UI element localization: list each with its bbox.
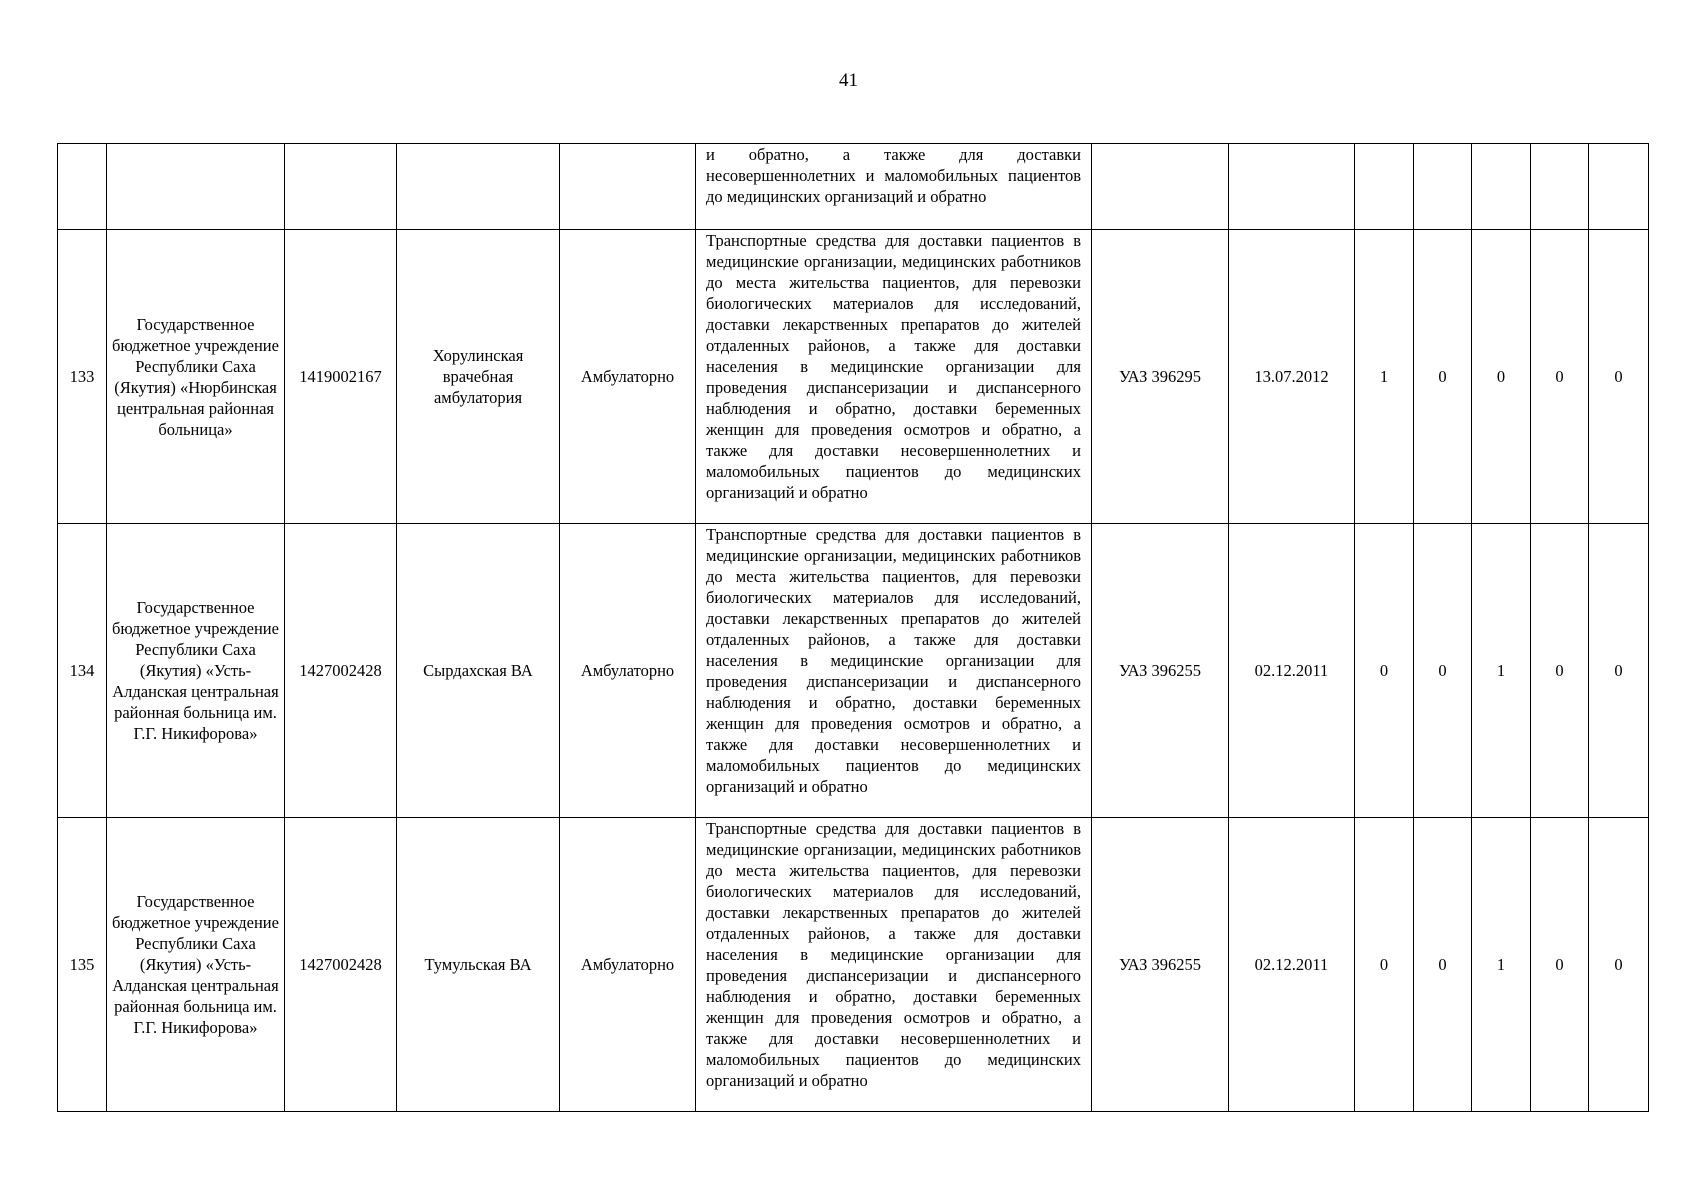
cell-care-type: Амбулаторно — [560, 818, 696, 1112]
cell-count-1: 0 — [1355, 818, 1414, 1112]
cell-vehicle: УАЗ 396295 — [1092, 230, 1229, 524]
cell-count-2 — [1414, 144, 1472, 230]
cell-count-2: 0 — [1414, 230, 1472, 524]
cell-count-4: 0 — [1531, 524, 1589, 818]
cell-date: 02.12.2011 — [1229, 524, 1355, 818]
cell-purpose: и обратно, а также для доставки несовершеннолетних и маломобильных пациентов до медицинских организаций и обратно — [696, 144, 1092, 230]
cell-count-1 — [1355, 144, 1414, 230]
cell-count-1: 1 — [1355, 230, 1414, 524]
cell-inn: 1427002428 — [285, 524, 397, 818]
cell-organization: Государственное бюджетное учреждение Республики Саха (Якутия) «Нюрбинская центральная районная больница» — [107, 230, 285, 524]
cell-count-4: 0 — [1531, 230, 1589, 524]
cell-count-4 — [1531, 144, 1589, 230]
table-row — [58, 524, 1649, 818]
cell-inn: 1427002428 — [285, 818, 397, 1112]
cell-count-5 — [1589, 144, 1649, 230]
cell-num — [58, 144, 107, 230]
cell-date — [1229, 144, 1355, 230]
cell-count-4: 0 — [1531, 818, 1589, 1112]
cell-count-3: 1 — [1472, 818, 1531, 1112]
cell-care-type: Амбулаторно — [560, 230, 696, 524]
cell-organization: Государственное бюджетное учреждение Республики Саха (Якутия) «Усть-Алданская центральная районная больница им. Г.Г. Никифорова» — [107, 818, 285, 1112]
cell-count-5: 0 — [1589, 818, 1649, 1112]
cell-num: 134 — [58, 524, 107, 818]
cell-purpose: Транспортные средства для доставки пациентов в медицинские организации, медицинских работников до места жительства пациентов, для перевозки биологических материалов для исследований, доставки лекарственных препаратов до жителей отдаленных районов, а также для доставки населения в медицинские организации для проведения диспансеризации и диспансерного наблюдения и обратно, доставки беременных женщин для проведения осмотров и обратно, а также для доставки несовершеннолетних и маломобильных пациентов до медицинских организаций и обратно — [696, 230, 1092, 524]
cell-count-5: 0 — [1589, 230, 1649, 524]
cell-vehicle: УАЗ 396255 — [1092, 818, 1229, 1112]
cell-count-5: 0 — [1589, 524, 1649, 818]
cell-unit: Сырдахская ВА — [397, 524, 560, 818]
cell-count-3 — [1472, 144, 1531, 230]
page-number: 41 — [839, 70, 858, 91]
cell-unit — [397, 144, 560, 230]
cell-unit: Тумульская ВА — [397, 818, 560, 1112]
cell-count-2: 0 — [1414, 818, 1472, 1112]
cell-vehicle: УАЗ 396255 — [1092, 524, 1229, 818]
cell-organization: Государственное бюджетное учреждение Республики Саха (Якутия) «Усть-Алданская центральная районная больница им. Г.Г. Никифорова» — [107, 524, 285, 818]
cell-count-1: 0 — [1355, 524, 1414, 818]
cell-inn — [285, 144, 397, 230]
cell-unit: Хорулинская врачебная амбулатория — [397, 230, 560, 524]
table-row — [58, 818, 1649, 1112]
cell-inn: 1419002167 — [285, 230, 397, 524]
cell-care-type — [560, 144, 696, 230]
cell-purpose: Транспортные средства для доставки пациентов в медицинские организации, медицинских работников до места жительства пациентов, для перевозки биологических материалов для исследований, доставки лекарственных препаратов до жителей отдаленных районов, а также для доставки населения в медицинские организации для проведения диспансеризации и диспансерного наблюдения и обратно, доставки беременных женщин для проведения осмотров и обратно, а также для доставки несовершеннолетних и маломобильных пациентов до медицинских организаций и обратно — [696, 524, 1092, 818]
cell-date: 13.07.2012 — [1229, 230, 1355, 524]
cell-vehicle — [1092, 144, 1229, 230]
table-row — [58, 230, 1649, 524]
cell-care-type: Амбулаторно — [560, 524, 696, 818]
cell-date: 02.12.2011 — [1229, 818, 1355, 1112]
cell-num: 133 — [58, 230, 107, 524]
cell-count-3: 1 — [1472, 524, 1531, 818]
cell-organization — [107, 144, 285, 230]
vehicle-registry-table — [57, 143, 1649, 1112]
table-row-continuation — [58, 144, 1649, 230]
cell-num: 135 — [58, 818, 107, 1112]
cell-count-3: 0 — [1472, 230, 1531, 524]
cell-purpose: Транспортные средства для доставки пациентов в медицинские организации, медицинских работников до места жительства пациентов, для перевозки биологических материалов для исследований, доставки лекарственных препаратов до жителей отдаленных районов, а также для доставки населения в медицинские организации для проведения диспансеризации и диспансерного наблюдения и обратно, доставки беременных женщин для проведения осмотров и обратно, а также для доставки несовершеннолетних и маломобильных пациентов до медицинских организаций и обратно — [696, 818, 1092, 1112]
cell-count-2: 0 — [1414, 524, 1472, 818]
